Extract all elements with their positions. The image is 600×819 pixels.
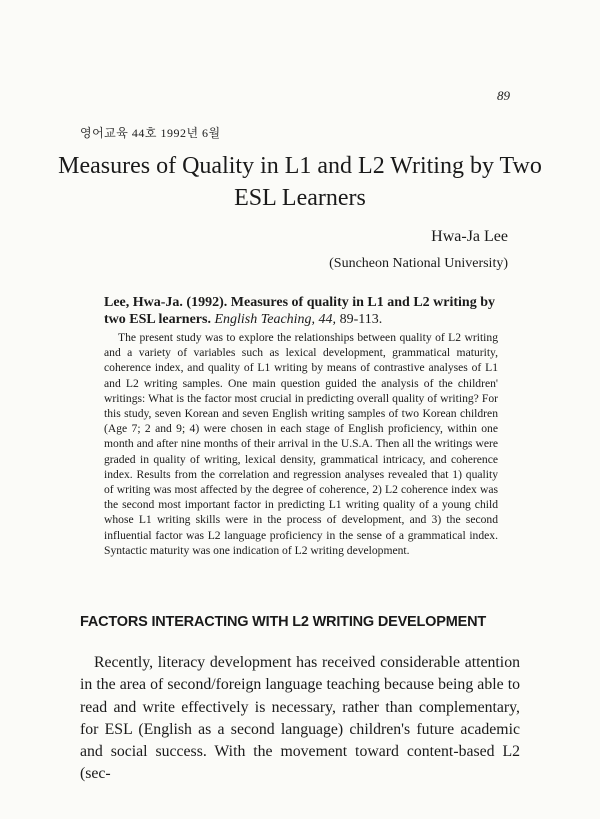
author-affiliation: (Suncheon National University) — [329, 256, 508, 271]
abstract: The present study was to explore the relationships between quality of L2 writing and a variety of variables such as lexical development, grammatical maturity, coherence index, and quality of L1 writing by means of contrastive analyses of L1 and L2 writing samples. One main question guided the analysis of the children' writings: What is the factor most crucial in predicting overall quality of writing? For this study, seven Korean and seven English writing samples of two Korean children (Age 7; 2 and 9; 4) were chosen in each stage of English proficiency, within one month and after nine months of their arrival in the U.S.A. Then all the writings were graded in quality of writing, lexical density, grammatical intricacy, and coherence index. Results from the correlation and regression analyses revealed that 1) quality of writing was most affected by the degree of coherence, 2) L2 coherence index was the second most important factor in predicting L1 writing quality of a young child whose L1 writing skills were in the process of development, and 3) the second influential factor was L2 language proficiency in the sense of a grammatical index. Syntactic maturity was one indication of L2 writing development. — [104, 331, 498, 557]
citation-journal: English Teaching, 44, — [214, 312, 337, 327]
author-name: Hwa-Ja Lee — [431, 228, 508, 245]
paper-title: Measures of Quality in L1 and L2 Writing by Two ESL Learners — [58, 153, 542, 211]
page-number: 89 — [497, 88, 510, 103]
citation-article-title: Measures of quality in L1 and L2 writing by two ESL learners. — [104, 295, 495, 327]
citation-pages: 89-113. — [339, 312, 383, 327]
citation-authors-year: Lee, Hwa-Ja. (1992). — [104, 295, 228, 310]
section-heading: FACTORS INTERACTING WITH L2 WRITING DEVELOPMENT — [80, 614, 486, 630]
journal-issue-line: 영어교육 44호 1992년 6월 — [80, 126, 221, 140]
citation — [104, 294, 502, 328]
body-paragraph: Recently, literacy development has received considerable attention in the area of second/foreign language teaching because being able to read and write effectively is necessary, rather than complementary, for ESL (English as a second language) children's future academic and social success. With the movement toward content-based L2 (sec- — [80, 654, 520, 783]
